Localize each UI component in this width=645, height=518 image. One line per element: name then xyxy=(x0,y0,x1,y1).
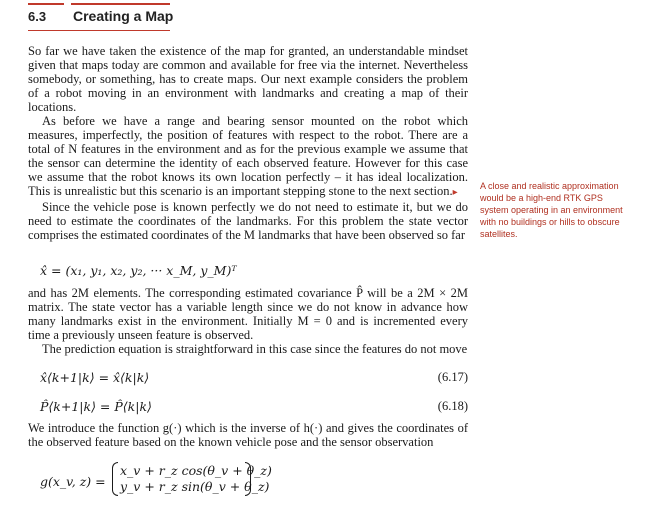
equation-state-vector-text: x̂ = (x₁, y₁, x₂, y₂, ··· x_M, y_M)ᵀ xyxy=(40,263,237,278)
equation-g-row-2: y_v + r_z sin(θ_v + θ_z) xyxy=(120,479,270,494)
section-title: Creating a Map xyxy=(73,8,174,24)
equation-g-lhs: g(x_v, z) = xyxy=(40,474,106,489)
paragraph-covariance: and has 2M elements. The corresponding estimated covariance P̂ will be a 2M × 2M matrix. The state vector has a variable length since we do not know in advance how many landmarks exist in the environment. Initially M = 0 and is incremented every time a previously unseen feature is observed. xyxy=(28,286,468,342)
paragraph-intro: So far we have taken the existence of the map for granted, an understandable mindset given that maps today are common and available for free via the internet. Nevertheless somebody, or something, has to create maps. Our next example considers the problem of a robot moving in an environment with landmarks and creating a map of their locations. xyxy=(28,44,468,114)
paragraph-prediction: The prediction equation is straightforward in this case since the features do not move xyxy=(42,342,468,356)
right-paren xyxy=(245,462,251,496)
margin-note: A close and realistic approximation would be a high-end RTK GPS system operating in an environment with no buildings or hills to obscure satellites. xyxy=(480,181,623,239)
header-rule-left xyxy=(28,3,64,5)
left-paren xyxy=(112,462,118,496)
equation-state-vector xyxy=(40,263,468,281)
equation-6-18-lhs: P̂⟨k+1|k⟩ = P̂⟨k|k⟩ xyxy=(40,399,152,414)
paragraph-sensor-text: As before we have a range and bearing sensor mounted on the robot which measures, imperfectly, the position of features with respect to the robot. There are a total of N features in the environment and as for the previous example we assume that the sensor can determine the identity of each observed feature. However for this case we assume that the robot knows its own location perfectly – it has ideal localization. This is unrealistic but this scenario is an important stepping stone to the next section. xyxy=(28,114,468,198)
paragraph-sensor xyxy=(28,114,468,200)
text-block-1 xyxy=(28,44,468,242)
equation-6-18 xyxy=(40,399,468,417)
equation-g-row-1: x_v + r_z cos(θ_v + θ_z) xyxy=(120,463,272,478)
equation-6-17-number: (6.17) xyxy=(437,370,468,384)
section-number: 6.3 xyxy=(28,9,47,24)
equation-g xyxy=(40,462,340,502)
paragraph-state-vector: Since the vehicle pose is known perfectly we do not need to estimate it, but we do need to estimate the coordinates of the landmarks. For this problem the state vector comprises the estimated coordinates of the M landmarks that have been observed so far xyxy=(28,200,468,242)
equation-6-17 xyxy=(40,370,468,388)
text-block-2 xyxy=(28,286,468,356)
text-block-3 xyxy=(28,421,468,449)
equation-6-17-lhs: x̂⟨k+1|k⟩ = x̂⟨k|k⟩ xyxy=(40,370,150,385)
equation-6-18-number: (6.18) xyxy=(437,399,468,413)
paragraph-inverse-function: We introduce the function g(·) which is the inverse of h(·) and gives the coordinates of the observed feature based on the known vehicle pose and the sensor observation xyxy=(28,421,468,449)
margin-note-marker: ▸ xyxy=(452,187,458,198)
header-underline xyxy=(28,30,170,31)
header-rule-right xyxy=(71,3,170,5)
